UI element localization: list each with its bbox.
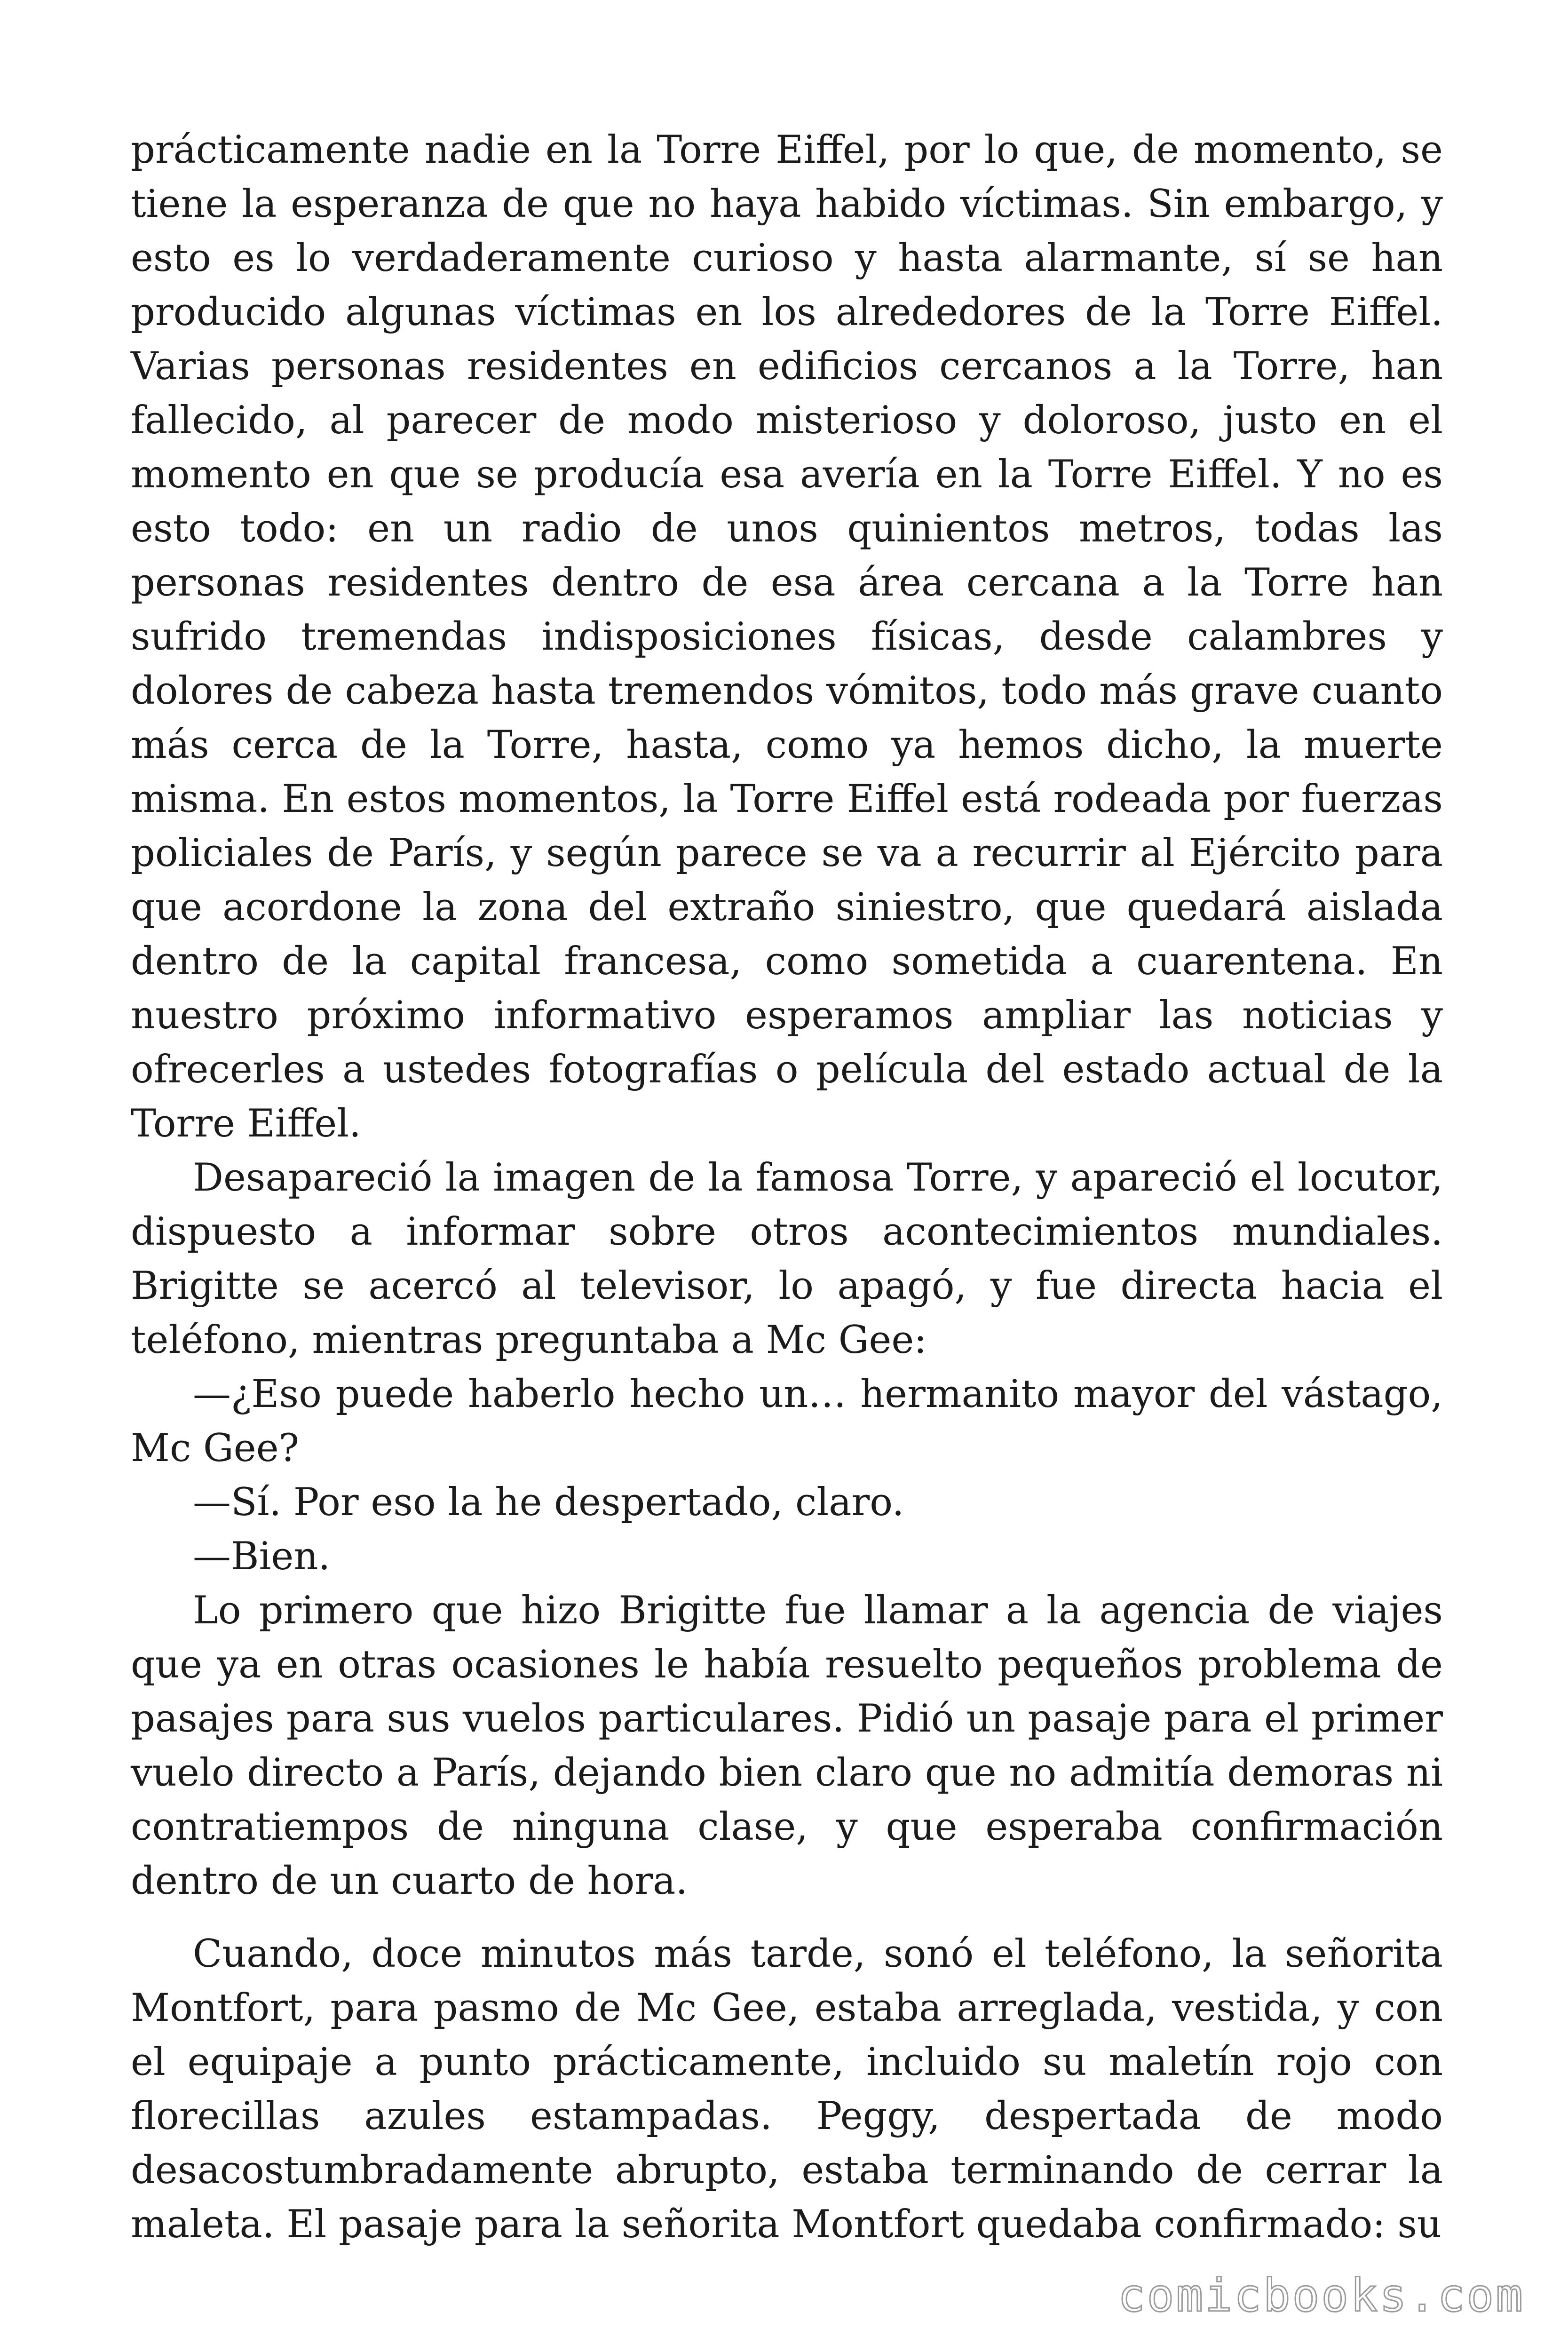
body-text [131, 123, 1443, 2252]
dialogue-line-1: —¿Eso puede haberlo hecho un… hermanito mayor del vástago, Mc Gee? [131, 1372, 1443, 1470]
paragraph-3: Lo primero que hizo Brigitte fue llamar a la agencia de viajes que ya en otras ocasiones le había resuelto pequeños problema de pasajes para sus vuelos particulares. Pidió un pasaje para el primer vuelo directo a París, dejando bien claro que no admitía demoras ni contratiempos de ninguna clase, y que esperaba confirmación dentro de un cuarto de hora. [131, 1589, 1443, 1903]
paragraph-2: Desapareció la imagen de la famosa Torre, y apareció el locutor, dispuesto a informar sobre otros acontecimientos mundiales. Brigitte se acercó al televisor, lo apagó, y fue directa hacia el teléfono, mientras preguntaba a Mc Gee: [131, 1156, 1443, 1362]
dialogue-line-2: —Sí. Por eso la he despertado, claro. [193, 1480, 904, 1525]
paragraph-1: prácticamente nadie en la Torre Eiffel, por lo que, de momento, se tiene la esperanza de que no haya habido víctimas. Sin embargo, y esto es lo verdaderamente curioso y hasta alarmante, sí se han producido algunas víctimas en los alrededores de la Torre Eiffel. Varias personas residentes en edificios cercanos a la Torre, han fallecido, al parecer de modo misterioso y doloroso, justo en el momento en que se producía esa avería en la Torre Eiffel. Y no es esto todo: en un radio de unos quinientos metros, todas las personas residentes dentro de esa área cercana a la Torre han sufrido tremendas indisposiciones físicas, desde calambres y dolores de cabeza hasta tremendos vómitos, todo más grave cuanto más cerca de la Torre, hasta, como ya hemos dicho, la muerte misma. En estos momentos, la Torre Eiffel está rodeada por fuerzas policiales de París, y según parece se va a recurrir al Ejército para que acordone la zona del extraño siniestro, que quedará aislada dentro de la capital francesa, como sometida a cuarentena. En nuestro próximo informativo esperamos ampliar las noticias y ofrecerles a ustedes fotografías o película del estado actual de la Torre Eiffel. [131, 128, 1443, 1146]
dialogue-line-3: —Bien. [193, 1534, 331, 1579]
watermark: comicbooks.com [1117, 2269, 1525, 2322]
paragraph-4: Cuando, doce minutos más tarde, sonó el teléfono, la señorita Montfort, para pasmo de Mc Gee, estaba arreglada, vestida, y con el equipaje a punto prácticamente, incluido su maletín rojo con florecillas azules estampadas. Peggy, despertada de modo desacostumbradamente abrupto, estaba terminando de cerrar la maleta. El pasaje para la señorita Montfort quedaba confirmado: su [131, 1932, 1443, 2247]
